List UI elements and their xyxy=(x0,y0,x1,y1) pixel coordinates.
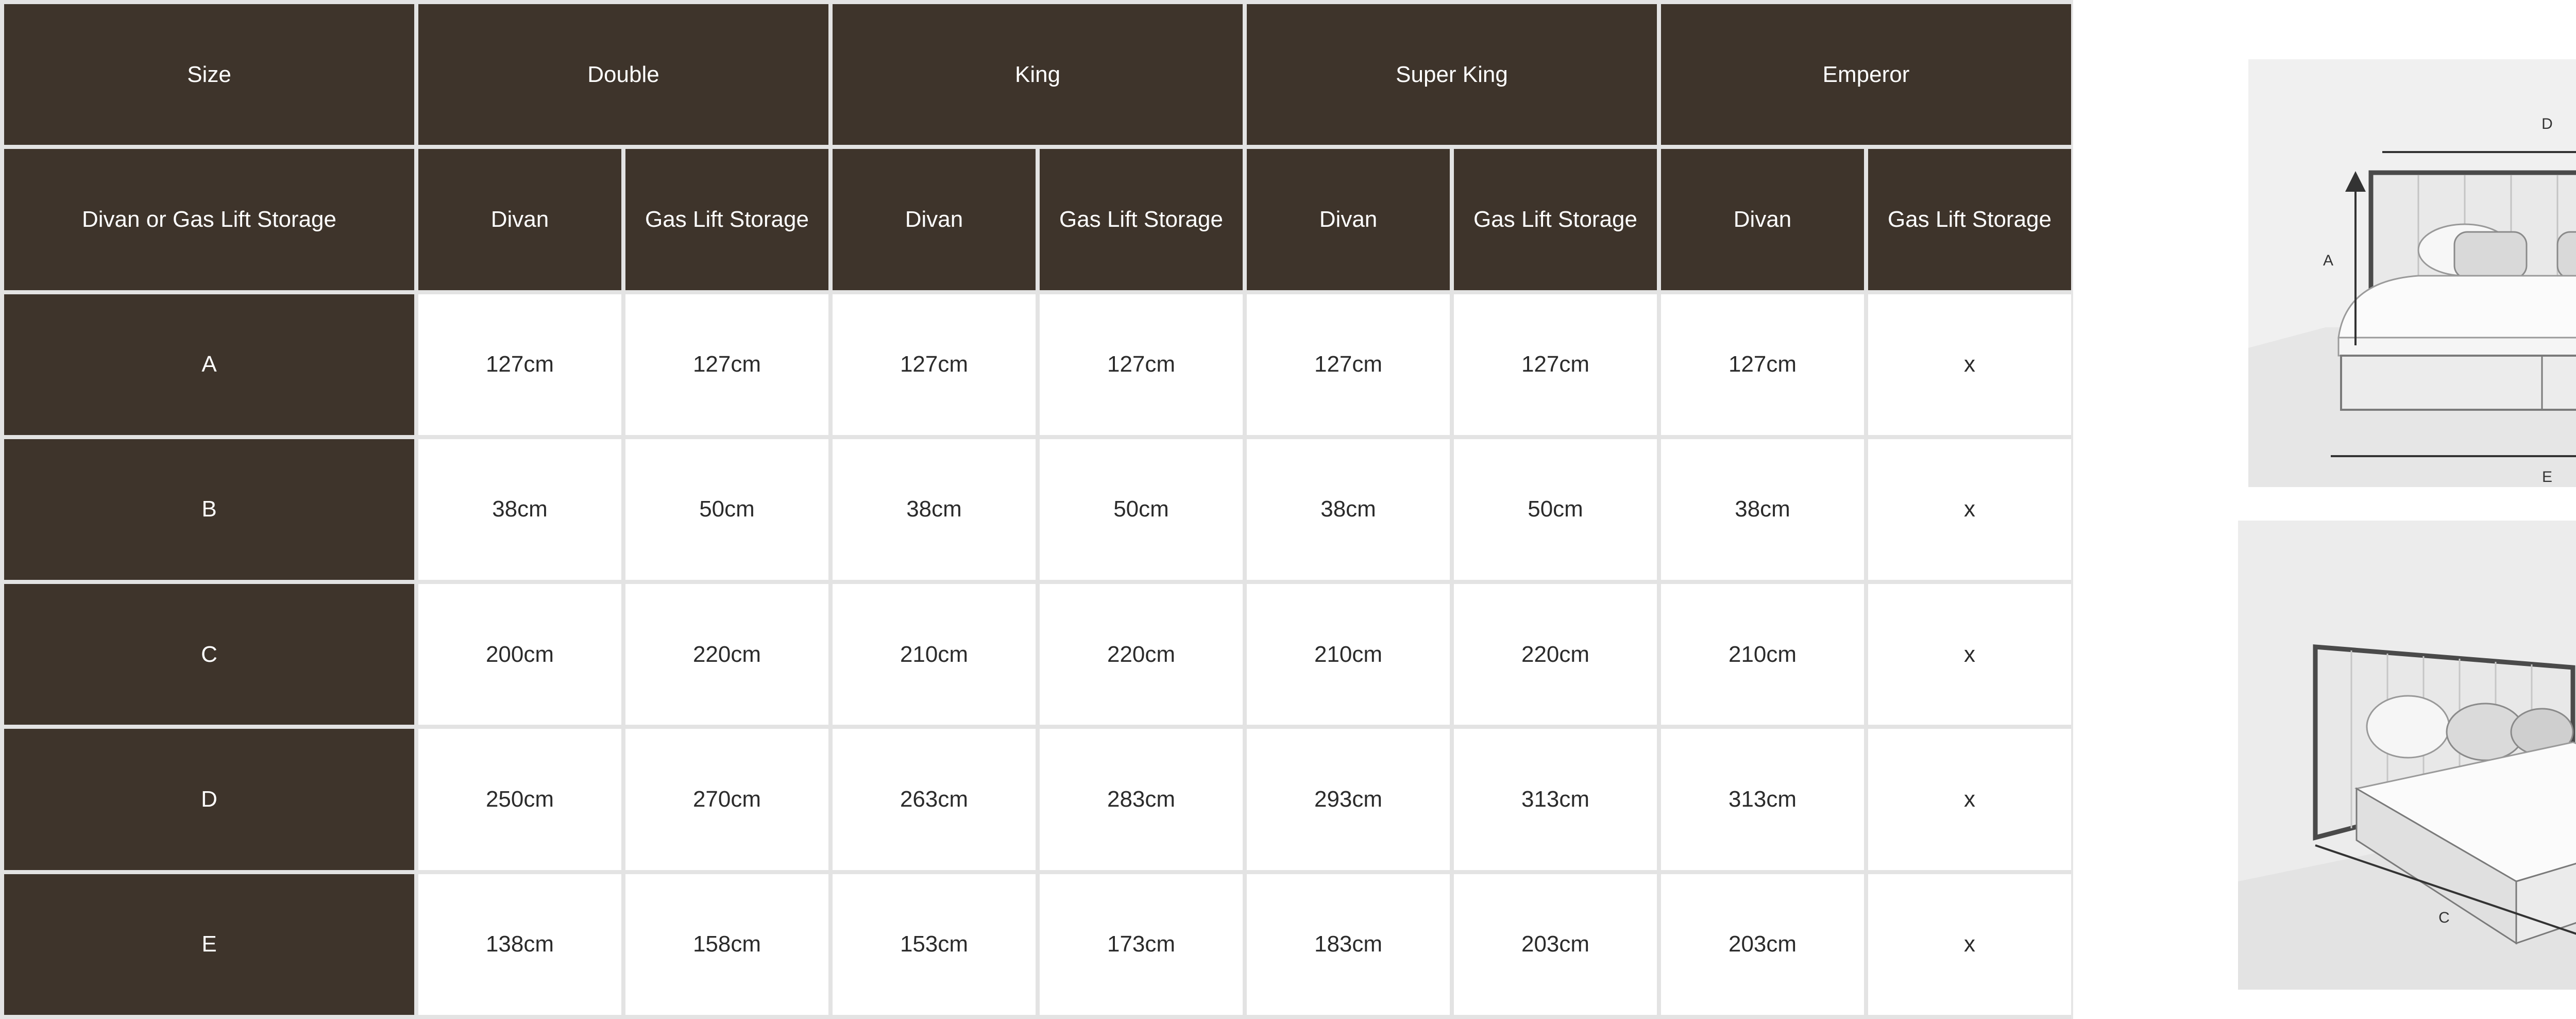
storage-type-cell: Divan xyxy=(831,147,1038,292)
bed-angled-view-drawing xyxy=(2238,521,2576,990)
value-cell: 263cm xyxy=(831,727,1038,872)
value-cell: 283cm xyxy=(1038,727,1245,872)
value-cell: 50cm xyxy=(1452,437,1659,582)
size-header-row xyxy=(2,2,2073,147)
storage-type-label: Divan or Gas Lift Storage xyxy=(2,147,416,292)
value-cell: 203cm xyxy=(1659,872,1866,1017)
dimension-row-a xyxy=(2,292,2073,437)
value-cell: 153cm xyxy=(831,872,1038,1017)
value-cell: 38cm xyxy=(416,437,623,582)
bed-illustrations-panel xyxy=(2071,0,2576,1019)
value-cell: 38cm xyxy=(1245,437,1452,582)
value-cell: 173cm xyxy=(1038,872,1245,1017)
value-cell: 220cm xyxy=(623,582,831,727)
value-cell: 38cm xyxy=(1659,437,1866,582)
size-header-emperor: Emperor xyxy=(1659,2,2073,147)
value-cell: 270cm xyxy=(623,727,831,872)
value-cell: x xyxy=(1866,727,2073,872)
value-cell: 127cm xyxy=(623,292,831,437)
dimension-row-c xyxy=(2,582,2073,727)
value-cell: 50cm xyxy=(1038,437,1245,582)
value-cell: 210cm xyxy=(1659,582,1866,727)
bed-front-view-sketch xyxy=(2248,59,2576,487)
row-label: B xyxy=(2,437,416,582)
bed-angled-view-sketch xyxy=(2238,521,2576,990)
value-cell: 313cm xyxy=(1452,727,1659,872)
value-cell: 50cm xyxy=(623,437,831,582)
value-cell: x xyxy=(1866,292,2073,437)
storage-type-cell: Divan xyxy=(416,147,623,292)
value-cell: 127cm xyxy=(416,292,623,437)
value-cell: 127cm xyxy=(1245,292,1452,437)
dimension-row-d xyxy=(2,727,2073,872)
value-cell: 183cm xyxy=(1245,872,1452,1017)
dimension-label-c: C xyxy=(2438,909,2450,926)
value-cell: 127cm xyxy=(1038,292,1245,437)
row-label: D xyxy=(2,727,416,872)
size-header-label: Size xyxy=(2,2,416,147)
value-cell: 220cm xyxy=(1452,582,1659,727)
dimension-row-b xyxy=(2,437,2073,582)
value-cell: 313cm xyxy=(1659,727,1866,872)
value-cell: 203cm xyxy=(1452,872,1659,1017)
value-cell: 293cm xyxy=(1245,727,1452,872)
value-cell: 200cm xyxy=(416,582,623,727)
value-cell: 138cm xyxy=(416,872,623,1017)
row-label: C xyxy=(2,582,416,727)
value-cell: x xyxy=(1866,872,2073,1017)
dimension-row-e xyxy=(2,872,2073,1017)
storage-type-cell: Gas Lift Storage xyxy=(1452,147,1659,292)
dimension-label-a: A xyxy=(2323,252,2334,269)
value-cell: 158cm xyxy=(623,872,831,1017)
value-cell: 220cm xyxy=(1038,582,1245,727)
value-cell: 127cm xyxy=(1452,292,1659,437)
size-header-king: King xyxy=(831,2,1245,147)
dimension-label-d: D xyxy=(2541,115,2553,132)
storage-type-cell: Gas Lift Storage xyxy=(1038,147,1245,292)
value-cell: x xyxy=(1866,582,2073,727)
value-cell: 38cm xyxy=(831,437,1038,582)
storage-type-cell: Divan xyxy=(1659,147,1866,292)
value-cell: 210cm xyxy=(1245,582,1452,727)
value-cell: 210cm xyxy=(831,582,1038,727)
storage-type-row xyxy=(2,147,2073,292)
size-header-double: Double xyxy=(416,2,831,147)
row-label: E xyxy=(2,872,416,1017)
bed-front-view-drawing xyxy=(2248,59,2576,487)
dimension-label-e: E xyxy=(2541,469,2553,486)
row-label: A xyxy=(2,292,416,437)
storage-type-cell: Divan xyxy=(1245,147,1452,292)
value-cell: 127cm xyxy=(1659,292,1866,437)
storage-type-cell: Gas Lift Storage xyxy=(1866,147,2073,292)
size-header-super-king: Super King xyxy=(1245,2,1659,147)
storage-type-cell: Gas Lift Storage xyxy=(623,147,831,292)
value-cell: x xyxy=(1866,437,2073,582)
value-cell: 250cm xyxy=(416,727,623,872)
value-cell: 127cm xyxy=(831,292,1038,437)
